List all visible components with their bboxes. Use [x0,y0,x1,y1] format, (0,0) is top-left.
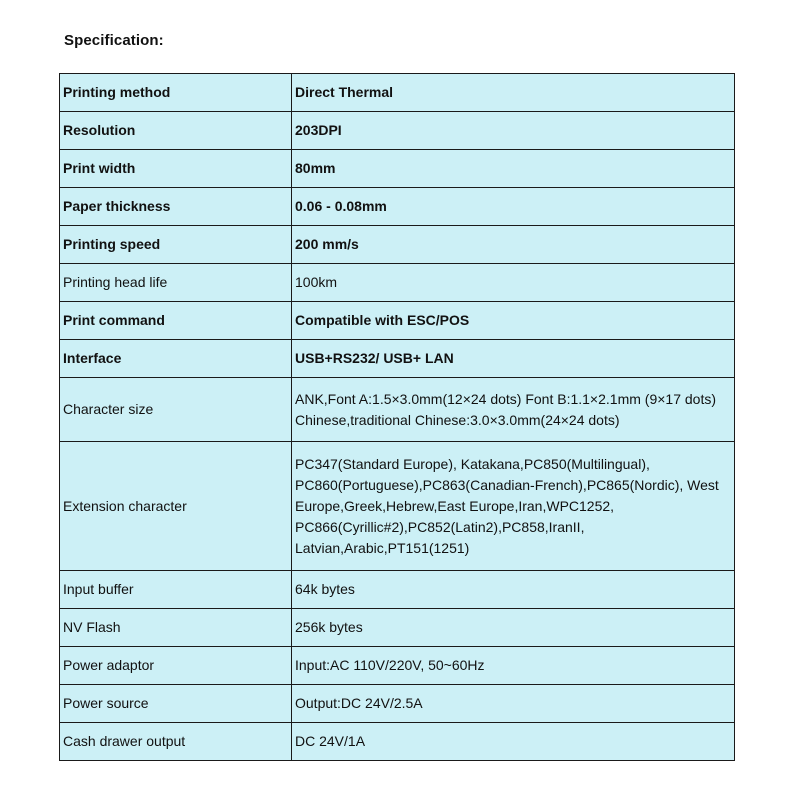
spec-value: Input:AC 110V/220V, 50~60Hz [292,647,735,685]
spec-value: Output:DC 24V/2.5A [292,685,735,723]
spec-value: USB+RS232/ USB+ LAN [292,340,735,378]
spec-label: Resolution [60,112,292,150]
table-row [60,226,735,264]
spec-label: Power source [60,685,292,723]
spec-value: DC 24V/1A [292,723,735,761]
spec-label: Extension character [60,442,292,571]
table-row [60,647,735,685]
spec-label: Print command [60,302,292,340]
spec-label: Print width [60,150,292,188]
table-row [60,442,735,571]
table-row [60,571,735,609]
spec-value: 80mm [292,150,735,188]
table-row [60,150,735,188]
spec-value: Compatible with ESC/POS [292,302,735,340]
specification-table [59,73,735,761]
spec-value: 203DPI [292,112,735,150]
spec-value: 256k bytes [292,609,735,647]
spec-value: PC347(Standard Europe), Katakana,PC850(Multilingual), PC860(Portuguese),PC863(Canadian-French),PC865(Nordic), West Europe,Greek,Hebrew,East Europe,Iran,WPC1252, PC866(Cyrillic#2),PC852(Latin2),PC858,IranII, Latvian,Arabic,PT151(1251) [292,442,735,571]
spec-value: 0.06 - 0.08mm [292,188,735,226]
spec-label: Power adaptor [60,647,292,685]
spec-label: Cash drawer output [60,723,292,761]
spec-label: Interface [60,340,292,378]
spec-value: 100km [292,264,735,302]
table-row [60,302,735,340]
table-row [60,112,735,150]
table-row [60,609,735,647]
table-row [60,723,735,761]
spec-label: Printing speed [60,226,292,264]
spec-value: 64k bytes [292,571,735,609]
table-row [60,264,735,302]
table-row [60,685,735,723]
table-row [60,340,735,378]
spec-label: Paper thickness [60,188,292,226]
spec-label: Printing method [60,74,292,112]
spec-label: Input buffer [60,571,292,609]
spec-label: NV Flash [60,609,292,647]
spec-label: Character size [60,378,292,442]
spec-value: 200 mm/s [292,226,735,264]
spec-label: Printing head life [60,264,292,302]
table-row [60,74,735,112]
table-row [60,188,735,226]
spec-value: ANK,Font A:1.5×3.0mm(12×24 dots) Font B:1.1×2.1mm (9×17 dots) Chinese,traditional Chinese:3.0×3.0mm(24×24 dots) [292,378,735,442]
table-row [60,378,735,442]
spec-value: Direct Thermal [292,74,735,112]
page-title: Specification: [64,32,164,49]
